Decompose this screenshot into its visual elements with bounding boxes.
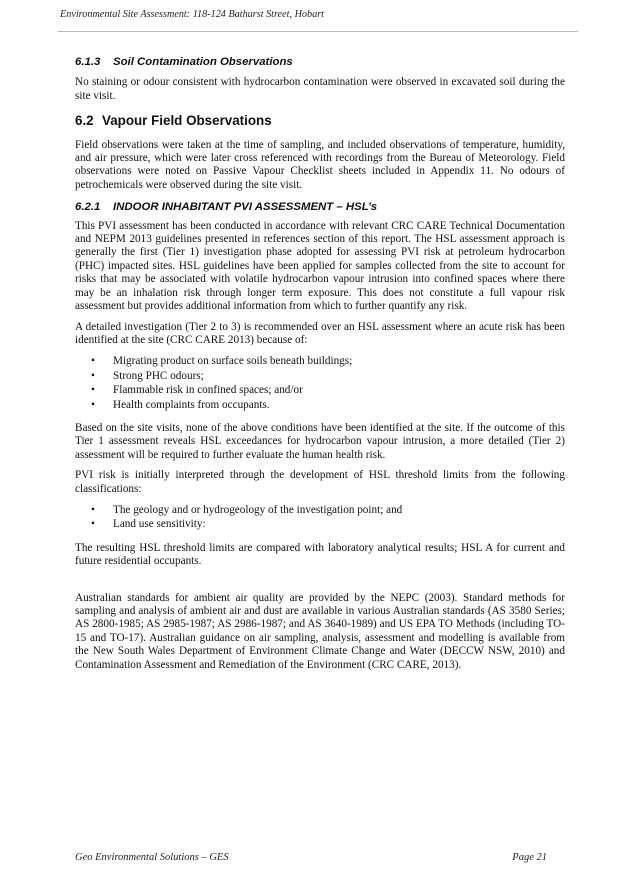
- heading-number: 6.2.1: [75, 201, 101, 214]
- page-footer: [75, 852, 547, 863]
- page-body: [75, 56, 565, 679]
- list-item: • Flammable risk in confined spaces; and/or: [75, 383, 565, 397]
- paragraph-site-visit-outcome: Based on the site visits, none of the above conditions have been identified at the site. If the outcome of this Tier 1 assessment reveals HSL exceedances for hydrocarbon vapour intrusion, a more detailed (Tier 2) assessment will be required to further evaluate the human health risk.: [75, 421, 565, 461]
- list-item: • Health complaints from occupants.: [75, 398, 565, 412]
- paragraph-pvi-classifications: PVI risk is initially interpreted through the development of HSL threshold limits from the following classifications:: [75, 469, 565, 495]
- paragraph-hsl-threshold: The resulting HSL threshold limits are compared with laboratory analytical results; HSL A for current and future residential occupants.: [75, 541, 565, 568]
- acute-risk-list: [75, 354, 565, 412]
- classification-list: [75, 503, 565, 532]
- list-item: • Strong PHC odours;: [75, 369, 565, 383]
- paragraph-detailed-investigation: A detailed investigation (Tier 2 to 3) is recommended over an HSL assessment where an acute risk has been identified at the site (CRC CARE 2013) because of:: [75, 320, 565, 346]
- paragraph-vapour-observations: Field observations were taken at the time of sampling, and included observations of temperature, humidity, and air pressure, which were later cross referenced with recordings from the Bureau of Meteorology. Field observations were noted on Passive Vapour Checklist sheets included in Appendix 11. No odours of petrochemicals were observed during the site visit.: [75, 138, 565, 191]
- paragraph-soil-observations: No staining or odour consistent with hydrocarbon contamination were observed in excavated soil during the site visit.: [75, 76, 565, 102]
- spacer: [75, 576, 565, 592]
- page-number: Page 21: [512, 852, 547, 863]
- heading-text: Soil Contamination Observations: [113, 56, 293, 68]
- heading-6-2-1: [75, 201, 565, 214]
- heading-text: Vapour Field Observations: [102, 113, 272, 129]
- heading-number: 6.1.3: [75, 56, 101, 68]
- header-divider: [58, 31, 578, 32]
- footer-company: Geo Environmental Solutions – GES: [75, 852, 229, 863]
- heading-6-1-3: [75, 56, 565, 69]
- list-item: • Migrating product on surface soils beneath buildings;: [75, 354, 565, 368]
- list-item: • Land use sensitivity:: [75, 517, 565, 531]
- paragraph-pvi-assessment: This PVI assessment has been conducted in accordance with relevant CRC CARE Technical Documentation and NEPM 2013 guidelines presented in references section of this report. The HSL assessment approach is generally the first (Tier 1) investigation phase adopted for assessing PVI risk at petroleum hydrocarbon (PHC) impacted sites. HSL guidelines have been applied for samples collected from the site to account for risks that may be associated with volatile hydrocarbon vapour intrusion into confined spaces where there may be an inhalation risk through longer term exposure. This does not constitute a full vapour risk assessment but provides additional information from which to further quantify any risk.: [75, 219, 565, 313]
- heading-number: 6.2: [75, 113, 94, 129]
- heading-6-2: [75, 114, 565, 127]
- heading-text: INDOOR INHABITANT PVI ASSESSMENT – HSL’s: [113, 201, 378, 214]
- paragraph-air-quality-standards: Australian standards for ambient air quality are provided by the NEPC (2003). Standard methods for sampling and analysis of ambient air and dust are available in various Australian standards (AS 3580 Series; AS 2800-1985; AS 2985-1987; AS 2986-1987; and AS 3640-1989) and US EPA TO Methods (including TO-15 and TO-17). Australian guidance on air sampling, analysis, assessment and modelling is available from the New South Wales Department of Environment Climate Change and Water (DECCW NSW, 2010) and Contamination Assessment and Remediation of the Environment (CRC CARE, 2013).: [75, 591, 565, 671]
- list-item: • The geology and or hydrogeology of the investigation point; and: [75, 503, 565, 517]
- running-header: Environmental Site Assessment: 118-124 Bathurst Street, Hobart: [60, 9, 324, 20]
